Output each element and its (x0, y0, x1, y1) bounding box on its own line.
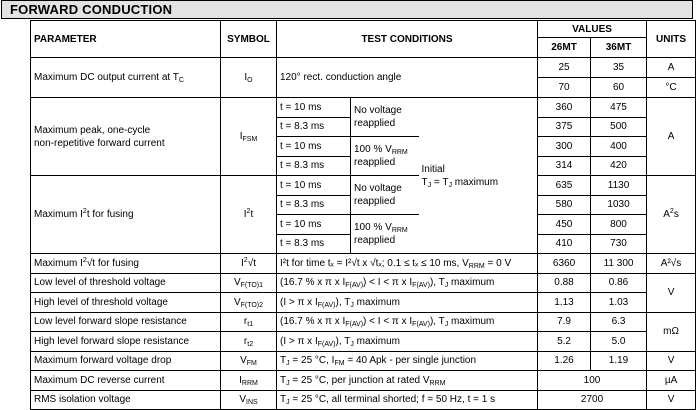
unit-cell: A (647, 58, 696, 78)
symbol-rt2: $r_{t2}$ (221, 332, 277, 352)
value-26mt: 70 (538, 78, 591, 98)
unit-cell: V (647, 273, 696, 312)
table-row (31, 371, 696, 391)
param-vins: RMS isolation voltage (31, 390, 221, 410)
value-26mt: 360 (538, 98, 591, 118)
value-36mt: 6.3 (591, 312, 647, 332)
value-36mt: 420 (591, 156, 647, 176)
cond-rt2: (I > π x $I_{F(AV)}$), $T_J$ maximum (277, 332, 538, 352)
time-cell: t = 10 ms (277, 176, 351, 196)
value-26mt: 635 (538, 176, 591, 196)
table-row (31, 293, 696, 313)
unit-cell: µA (647, 371, 696, 391)
time-cell: t = 10 ms (277, 215, 351, 235)
vrrm-cell: 100 % $V_{RRM}$ reapplied (351, 137, 419, 176)
unit-cell: °C (647, 78, 696, 98)
table-row (31, 332, 696, 352)
table-row (31, 98, 696, 118)
no-voltage-cell: No voltage reapplied (351, 176, 419, 215)
symbol-vto2: $V_{F(TO)2}$ (221, 293, 277, 313)
header-test-conditions: TEST CONDITIONS (277, 21, 538, 58)
value-26mt: 375 (538, 117, 591, 137)
table-row (31, 351, 696, 371)
cond-rt1: (16.7 % x π x $I_{F(AV)}) < I < \pi$ x $I_{F(AV)}$), $T_J$ maximum (277, 312, 538, 332)
symbol-ifsm: $I_{FSM}$ (221, 98, 277, 176)
value-26mt: 580 (538, 195, 591, 215)
value-26mt: 25 (538, 58, 591, 78)
value-26mt: 7.9 (538, 312, 591, 332)
param-dc-output: Maximum DC output current at $T_C$ (31, 58, 221, 98)
value-36mt: 0.86 (591, 273, 647, 293)
vrrm-cell: 100 % $V_{RRM}$ reapplied (351, 215, 419, 254)
table-row (31, 176, 696, 196)
table-row (31, 254, 696, 274)
value-36mt: 11 300 (591, 254, 647, 274)
forward-conduction-table (30, 20, 696, 410)
param-vfm: Maximum forward voltage drop (31, 351, 221, 371)
value-36mt: 730 (591, 234, 647, 254)
value-36mt: 1130 (591, 176, 647, 196)
time-cell: t = 10 ms (277, 98, 351, 118)
value-36mt: 1.19 (591, 351, 647, 371)
value-36mt: 400 (591, 137, 647, 157)
value-36mt: 475 (591, 98, 647, 118)
symbol-irrm: $I_{RRM}$ (221, 371, 277, 391)
unit-cell: $A^2s$ (647, 176, 696, 254)
cond-vto1: (16.7 % x π x $I_{F(AV)}) < I < \pi$ x $I_{F(AV)}$), $T_J$ maximum (277, 273, 538, 293)
value-26mt: 314 (538, 156, 591, 176)
unit-cell: A (647, 98, 696, 176)
param-vto2: High level of threshold voltage (31, 293, 221, 313)
param-i2sqrt: Maximum $I^2√t$ for fusing (31, 254, 221, 274)
time-cell: t = 8.3 ms (277, 117, 351, 137)
param-rt2: High level forward slope resistance (31, 332, 221, 352)
table-row (31, 58, 696, 78)
section-banner (1, 0, 693, 19)
value-26mt: 410 (538, 234, 591, 254)
cond-dc-output: 120° rect. conduction angle (277, 58, 538, 98)
header-36mt: 36MT (591, 38, 647, 58)
table-row (31, 312, 696, 332)
symbol-rt1: $r_{t1}$ (221, 312, 277, 332)
value-shared: 2700 (538, 390, 647, 410)
cond-irrm: $T_J = 25$ °C, per junction at rated $V_{RRM}$ (277, 371, 538, 391)
value-36mt: 60 (591, 78, 647, 98)
time-cell: t = 8.3 ms (277, 156, 351, 176)
cond-i2sqrt: I²t for time tₓ = I²√t x √tₓ; 0.1 ≤ tₓ ≤ 10 ms, $V_{RRM} = 0$ V (277, 254, 538, 274)
value-36mt: 500 (591, 117, 647, 137)
unit-cell: A²√s (647, 254, 696, 274)
initial-condition: Initial $T_J = T_J$ maximum (419, 98, 538, 254)
time-cell: t = 8.3 ms (277, 195, 351, 215)
cond-vfm: $T_J = 25$ °C, $I_{FM} = 40$ Apk - per single junction (277, 351, 538, 371)
value-26mt: 0.88 (538, 273, 591, 293)
cond-vto2: (I > π x $I_{F(AV)}$), $T_J$ maximum (277, 293, 538, 313)
value-26mt: 300 (538, 137, 591, 157)
param-irrm: Maximum DC reverse current (31, 371, 221, 391)
table-row (31, 273, 696, 293)
time-cell: t = 10 ms (277, 137, 351, 157)
symbol-vfm: $V_{FM}$ (221, 351, 277, 371)
value-26mt: 6360 (538, 254, 591, 274)
unit-cell: mΩ (647, 312, 696, 351)
value-26mt: 450 (538, 215, 591, 235)
symbol-i2sqrt: $I^2√t$ (221, 254, 277, 274)
param-rt1: Low level forward slope resistance (31, 312, 221, 332)
symbol-vins: $V_{INS}$ (221, 390, 277, 410)
symbol-i2t: $I^2t$ (221, 176, 277, 254)
param-ifsm: Maximum peak, one-cycle non-repetitive forward current (31, 98, 221, 176)
header-26mt: 26MT (538, 38, 591, 58)
value-shared: 100 (538, 371, 647, 391)
cond-vins: $T_J = 25$ °C, all terminal shorted; f = 50 Hz, t = 1 s (277, 390, 538, 410)
time-cell: t = 8.3 ms (277, 234, 351, 254)
param-vto1: Low level of threshold voltage (31, 273, 221, 293)
symbol-io: $I_O$ (221, 58, 277, 98)
no-voltage-cell: No voltage reapplied (351, 98, 419, 137)
header-units: UNITS (647, 21, 696, 58)
param-i2t: Maximum $I^2t$ for fusing (31, 176, 221, 254)
value-26mt: 1.13 (538, 293, 591, 313)
header-values: VALUES (538, 21, 647, 38)
header-symbol: SYMBOL (221, 21, 277, 58)
value-36mt: 800 (591, 215, 647, 235)
symbol-vto1: $V_{F(TO)1}$ (221, 273, 277, 293)
header-parameter: PARAMETER (31, 21, 221, 58)
value-36mt: 5.0 (591, 332, 647, 352)
value-36mt: 35 (591, 58, 647, 78)
unit-cell: V (647, 351, 696, 371)
value-26mt: 1.26 (538, 351, 591, 371)
unit-cell: V (647, 390, 696, 410)
section-title: FORWARD CONDUCTION (10, 2, 173, 17)
value-26mt: 5.2 (538, 332, 591, 352)
value-36mt: 1030 (591, 195, 647, 215)
table-row (31, 390, 696, 410)
value-36mt: 1.03 (591, 293, 647, 313)
